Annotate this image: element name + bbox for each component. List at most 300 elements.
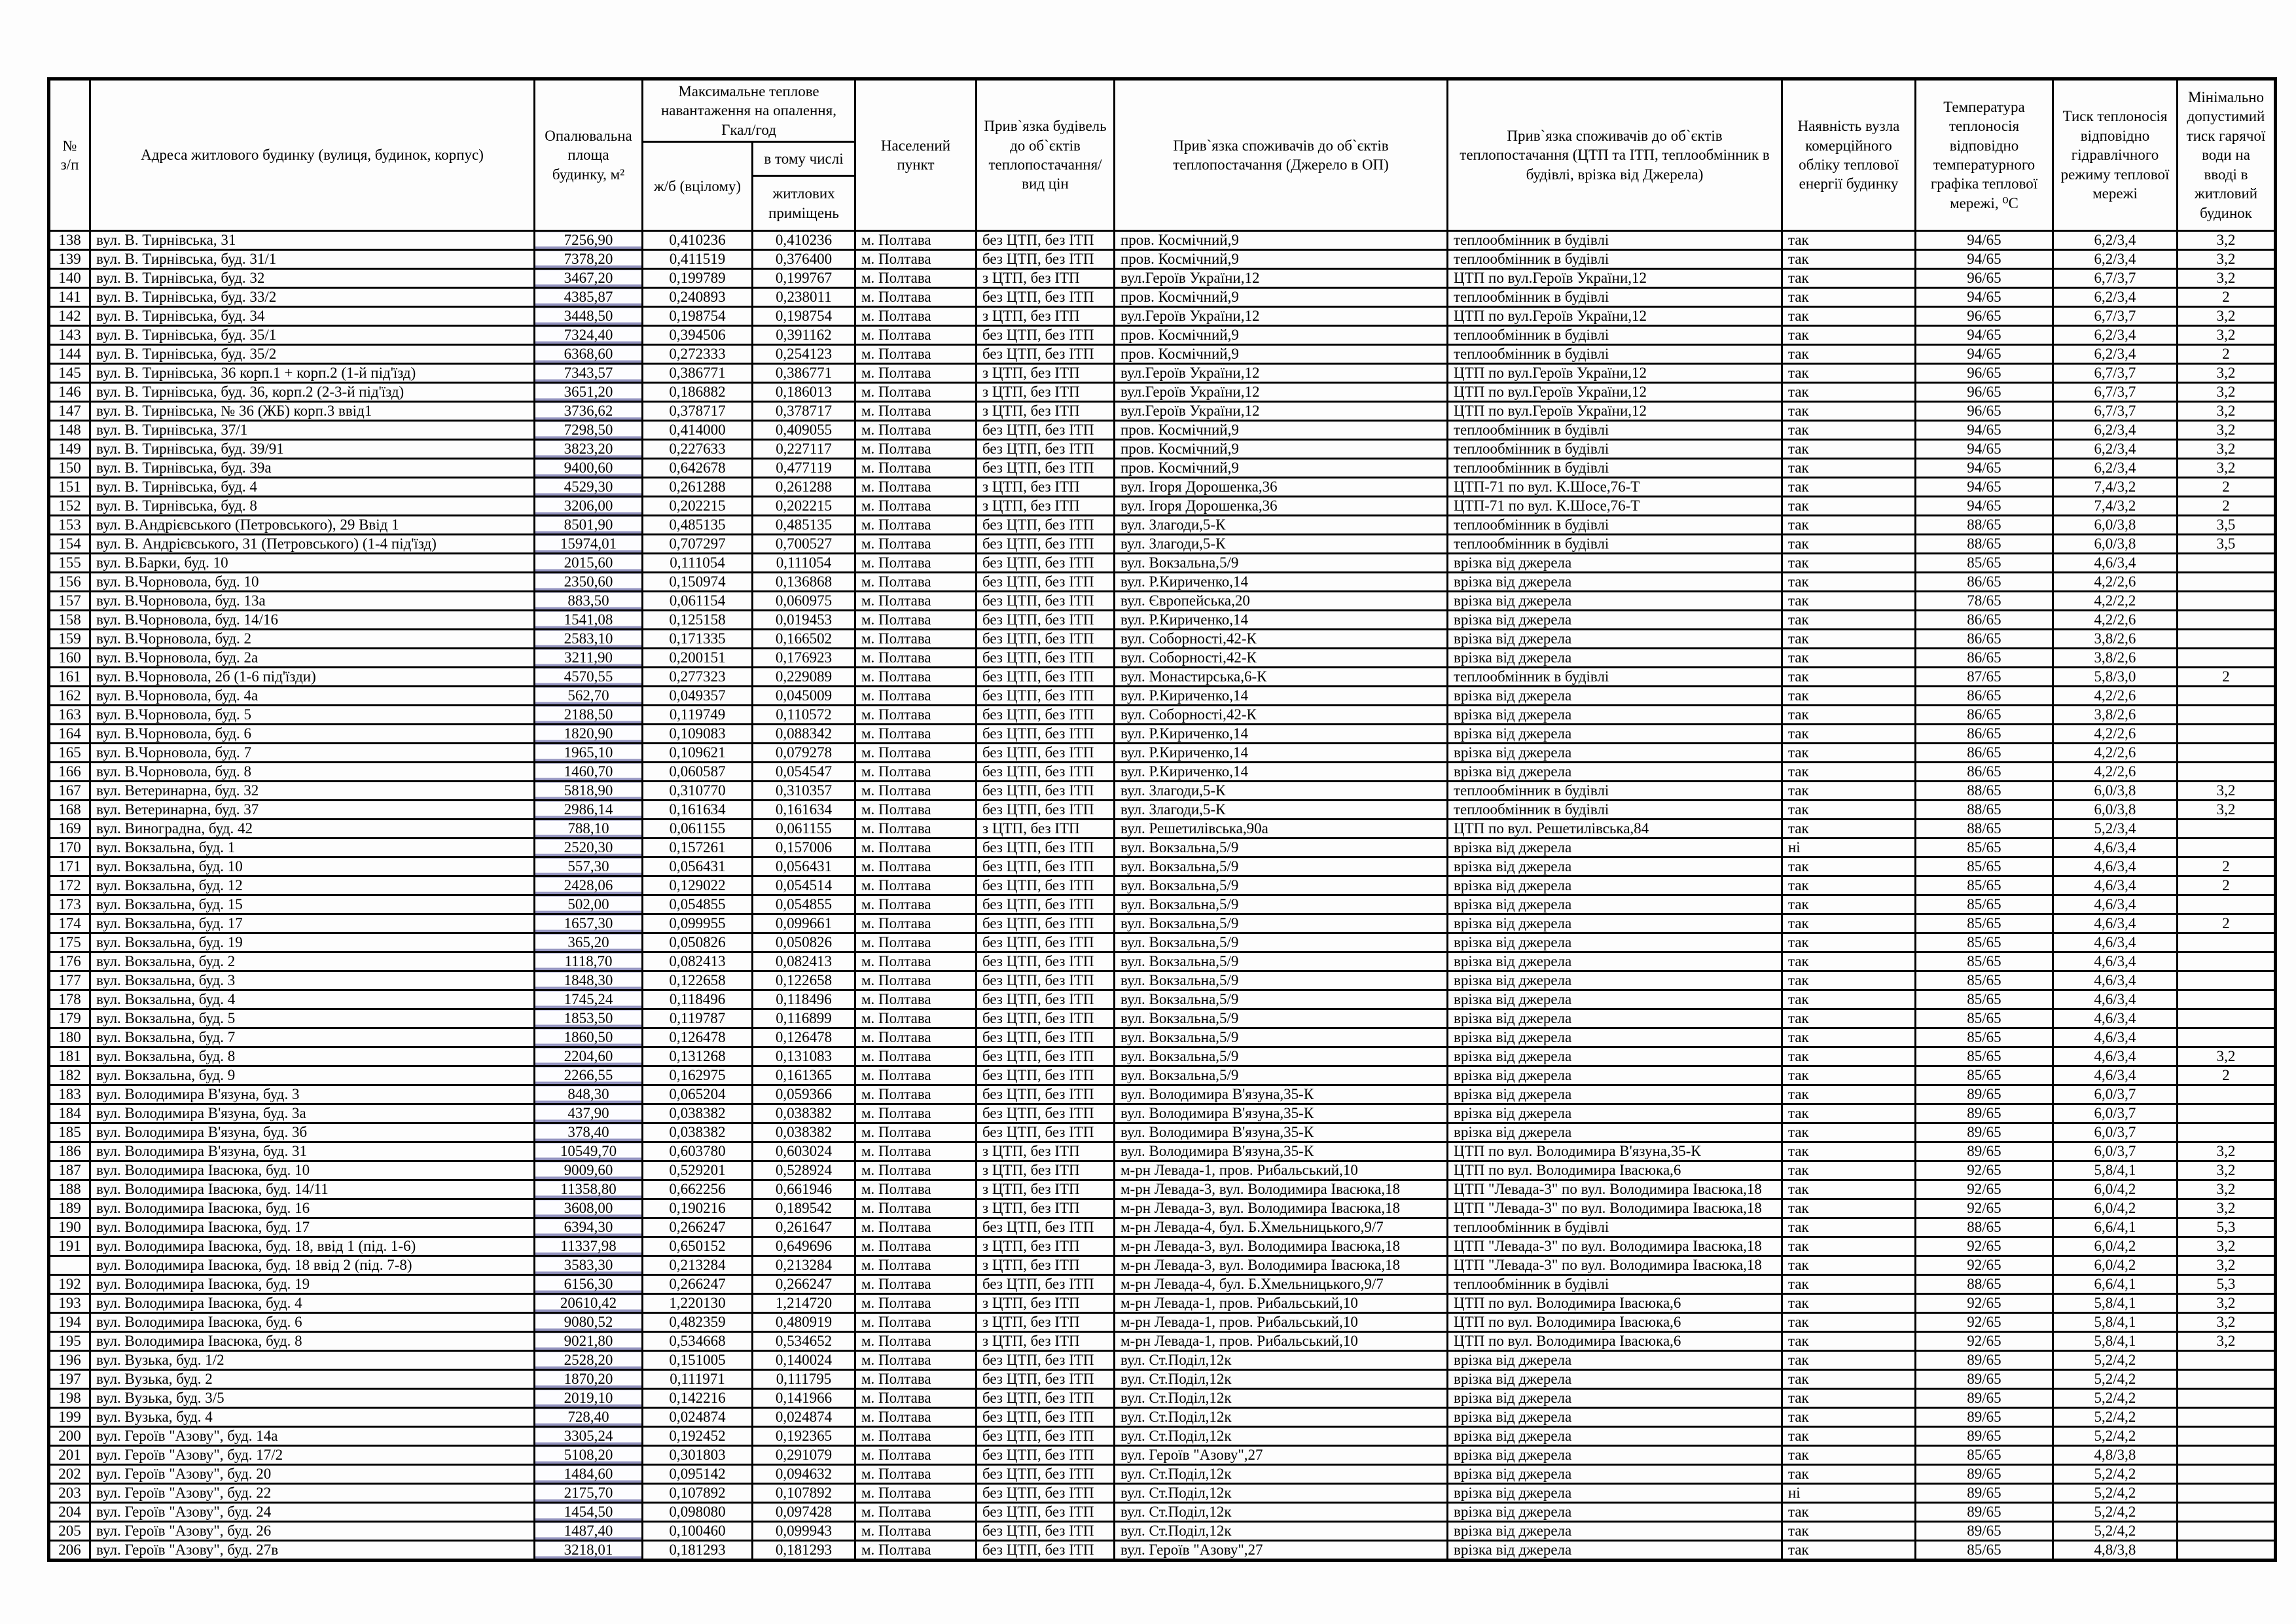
cell-load-total: 0,129022 <box>643 876 753 895</box>
cell-meter-unit: так <box>1782 1104 1916 1123</box>
cell-load-total: 0,126478 <box>643 1028 753 1047</box>
cell-min-pressure: 3,2 <box>2178 1313 2276 1332</box>
table-row <box>49 288 2276 307</box>
header-num: № з/п <box>49 79 90 231</box>
cell-min-pressure: 3,2 <box>2178 421 2276 440</box>
cell-address: вул. В. Тирнівська, буд. 31/1 <box>90 250 535 269</box>
cell-pressure: 6,0/3,8 <box>2053 516 2178 535</box>
cell-source: вул. Злагоди,5-К <box>1115 516 1448 535</box>
cell-address: вул. Вокзальна, буд. 7 <box>90 1028 535 1047</box>
cell-min-pressure <box>2178 952 2276 971</box>
cell-source: пров. Космічний,9 <box>1115 250 1448 269</box>
cell-city: м. Полтава <box>855 990 977 1009</box>
cell-ctp: врізка від джерела <box>1448 1009 1782 1028</box>
header-temperature: Температура теплоносія відповідно температурного графіка теплової мережі, ⁰С <box>1916 79 2053 231</box>
cell-temperature: 94/65 <box>1916 345 2053 364</box>
cell-load-residential: 0,229089 <box>753 668 855 687</box>
cell-ctp: врізка від джерела <box>1448 763 1782 782</box>
cell-connection-type: без ЦТП, без ІТП <box>977 1009 1115 1028</box>
cell-source: вул.Героїв України,12 <box>1115 383 1448 402</box>
cell-area: 6156,30 <box>535 1275 643 1294</box>
cell-num: 203 <box>49 1484 90 1503</box>
cell-pressure: 4,6/3,4 <box>2053 839 2178 857</box>
cell-ctp: теплообмінник в будівлі <box>1448 231 1782 250</box>
cell-city: м. Полтава <box>855 687 977 706</box>
cell-city: м. Полтава <box>855 630 977 649</box>
cell-min-pressure <box>2178 744 2276 763</box>
cell-min-pressure <box>2178 820 2276 839</box>
table-row <box>49 1503 2276 1522</box>
cell-ctp: врізка від джерела <box>1448 895 1782 914</box>
cell-meter-unit: так <box>1782 573 1916 592</box>
cell-min-pressure <box>2178 1408 2276 1427</box>
cell-city: м. Полтава <box>855 440 977 459</box>
cell-num: 166 <box>49 763 90 782</box>
cell-temperature: 89/65 <box>1916 1142 2053 1161</box>
cell-num: 156 <box>49 573 90 592</box>
cell-temperature: 85/65 <box>1916 1541 2053 1561</box>
header-including: в тому числі <box>753 142 855 176</box>
cell-area: 8501,90 <box>535 516 643 535</box>
cell-area: 4570,55 <box>535 668 643 687</box>
cell-load-residential: 0,199767 <box>753 269 855 288</box>
cell-num: 141 <box>49 288 90 307</box>
cell-num: 202 <box>49 1465 90 1484</box>
cell-num: 191 <box>49 1237 90 1256</box>
cell-num: 184 <box>49 1104 90 1123</box>
cell-area: 1745,24 <box>535 990 643 1009</box>
cell-ctp: теплообмінник в будівлі <box>1448 668 1782 687</box>
cell-pressure: 5,2/4,2 <box>2053 1370 2178 1389</box>
cell-address: вул. Вокзальна, буд. 1 <box>90 839 535 857</box>
cell-meter-unit: так <box>1782 801 1916 820</box>
cell-pressure: 6,0/3,7 <box>2053 1085 2178 1104</box>
cell-num: 164 <box>49 725 90 744</box>
cell-ctp: врізка від джерела <box>1448 725 1782 744</box>
cell-pressure: 5,8/4,1 <box>2053 1332 2178 1351</box>
table-row <box>49 383 2276 402</box>
cell-load-residential: 0,261647 <box>753 1218 855 1237</box>
table-row <box>49 1066 2276 1085</box>
cell-temperature: 86/65 <box>1916 706 2053 725</box>
table-row <box>49 668 2276 687</box>
cell-pressure: 4,2/2,6 <box>2053 763 2178 782</box>
cell-address: вул. Володимира Івасюка, буд. 16 <box>90 1199 535 1218</box>
cell-city: м. Полтава <box>855 1123 977 1142</box>
cell-source: вул. Р.Кириченко,14 <box>1115 687 1448 706</box>
cell-meter-unit: так <box>1782 1332 1916 1351</box>
cell-ctp: теплообмінник в будівлі <box>1448 345 1782 364</box>
table-row <box>49 801 2276 820</box>
cell-min-pressure: 3,2 <box>2178 364 2276 383</box>
cell-load-total: 0,181293 <box>643 1541 753 1561</box>
header-max-load-group: Максимальне теплове навантаження на опалення, Гкал/год <box>643 79 855 142</box>
cell-ctp: врізка від джерела <box>1448 1066 1782 1085</box>
cell-load-residential: 0,202215 <box>753 497 855 516</box>
cell-city: м. Полтава <box>855 895 977 914</box>
cell-num: 163 <box>49 706 90 725</box>
cell-load-total: 0,119787 <box>643 1009 753 1028</box>
cell-address: вул. В.Чорновола, 2б (1-6 під'їзди) <box>90 668 535 687</box>
cell-pressure: 6,7/3,7 <box>2053 383 2178 402</box>
cell-load-total: 0,162975 <box>643 1066 753 1085</box>
cell-temperature: 86/65 <box>1916 744 2053 763</box>
cell-load-total: 1,220130 <box>643 1294 753 1313</box>
cell-ctp: ЦТП по вул. Володимира Івасюка,6 <box>1448 1332 1782 1351</box>
cell-city: м. Полтава <box>855 269 977 288</box>
cell-num: 154 <box>49 535 90 554</box>
cell-address: вул. Володимира Івасюка, буд. 17 <box>90 1218 535 1237</box>
cell-area: 7324,40 <box>535 326 643 345</box>
cell-load-total: 0,310770 <box>643 782 753 801</box>
cell-load-residential: 0,061155 <box>753 820 855 839</box>
cell-address: вул. Вокзальна, буд. 8 <box>90 1047 535 1066</box>
cell-ctp: ЦТП по вул. Володимира Івасюка,6 <box>1448 1313 1782 1332</box>
cell-address: вул. Вокзальна, буд. 2 <box>90 952 535 971</box>
cell-city: м. Полтава <box>855 1256 977 1275</box>
cell-connection-type: без ЦТП, без ІТП <box>977 535 1115 554</box>
cell-address: вул. В. Тирнівська, буд. 8 <box>90 497 535 516</box>
cell-city: м. Полтава <box>855 1047 977 1066</box>
cell-min-pressure: 2 <box>2178 478 2276 497</box>
cell-connection-type: без ЦТП, без ІТП <box>977 895 1115 914</box>
cell-ctp: врізка від джерела <box>1448 1123 1782 1142</box>
cell-ctp: врізка від джерела <box>1448 857 1782 876</box>
cell-load-total: 0,213284 <box>643 1256 753 1275</box>
cell-ctp: врізка від джерела <box>1448 914 1782 933</box>
cell-address: вул. В. Тирнівська, буд. 34 <box>90 307 535 326</box>
cell-temperature: 92/65 <box>1916 1313 2053 1332</box>
cell-load-total: 0,386771 <box>643 364 753 383</box>
cell-load-total: 0,202215 <box>643 497 753 516</box>
cell-connection-type: без ЦТП, без ІТП <box>977 744 1115 763</box>
cell-load-residential: 0,161365 <box>753 1066 855 1085</box>
cell-source: вул. Вокзальна,5/9 <box>1115 839 1448 857</box>
header-city: Населений пункт <box>855 79 977 231</box>
table-row <box>49 1446 2276 1465</box>
cell-address: вул. В. Тирнівська, 37/1 <box>90 421 535 440</box>
cell-temperature: 92/65 <box>1916 1256 2053 1275</box>
cell-ctp: врізка від джерела <box>1448 573 1782 592</box>
cell-meter-unit: так <box>1782 971 1916 990</box>
cell-source: пров. Космічний,9 <box>1115 231 1448 250</box>
cell-source: вул. Володимира В'язуна,35-К <box>1115 1085 1448 1104</box>
cell-ctp: врізка від джерела <box>1448 630 1782 649</box>
cell-temperature: 92/65 <box>1916 1161 2053 1180</box>
cell-ctp: врізка від джерела <box>1448 1503 1782 1522</box>
cell-city: м. Полтава <box>855 1465 977 1484</box>
cell-load-residential: 0,291079 <box>753 1446 855 1465</box>
cell-meter-unit: так <box>1782 895 1916 914</box>
cell-load-total: 0,410236 <box>643 231 753 250</box>
table-row <box>49 1104 2276 1123</box>
cell-area: 3305,24 <box>535 1427 643 1446</box>
table-row <box>49 1142 2276 1161</box>
cell-ctp: ЦТП по вул. Володимира Івасюка,6 <box>1448 1161 1782 1180</box>
cell-load-residential: 0,161634 <box>753 801 855 820</box>
cell-load-total: 0,107892 <box>643 1484 753 1503</box>
cell-source: вул.Героїв України,12 <box>1115 364 1448 383</box>
cell-source: вул. Героїв "Азову",27 <box>1115 1541 1448 1561</box>
cell-connection-type: без ЦТП, без ІТП <box>977 1541 1115 1561</box>
table-row <box>49 364 2276 383</box>
cell-load-residential: 0,118496 <box>753 990 855 1009</box>
cell-ctp: теплообмінник в будівлі <box>1448 459 1782 478</box>
cell-city: м. Полтава <box>855 839 977 857</box>
cell-ctp: врізка від джерела <box>1448 1085 1782 1104</box>
cell-num: 146 <box>49 383 90 402</box>
cell-meter-unit: так <box>1782 1294 1916 1313</box>
cell-meter-unit: так <box>1782 1408 1916 1427</box>
cell-meter-unit: так <box>1782 231 1916 250</box>
cell-city: м. Полтава <box>855 535 977 554</box>
cell-source: вул. Ст.Поділ,12к <box>1115 1465 1448 1484</box>
cell-connection-type: без ЦТП, без ІТП <box>977 725 1115 744</box>
table-row <box>49 402 2276 421</box>
cell-address: вул. Володимира Івасюка, буд. 6 <box>90 1313 535 1332</box>
cell-min-pressure: 3,2 <box>2178 326 2276 345</box>
cell-meter-unit: так <box>1782 914 1916 933</box>
cell-load-total: 0,650152 <box>643 1237 753 1256</box>
cell-meter-unit: так <box>1782 1313 1916 1332</box>
cell-ctp: теплообмінник в будівлі <box>1448 801 1782 820</box>
cell-city: м. Полтава <box>855 516 977 535</box>
cell-ctp: врізка від джерела <box>1448 1104 1782 1123</box>
cell-area: 3583,30 <box>535 1256 643 1275</box>
cell-area: 3736,62 <box>535 402 643 421</box>
cell-pressure: 4,2/2,6 <box>2053 573 2178 592</box>
cell-min-pressure <box>2178 706 2276 725</box>
cell-temperature: 88/65 <box>1916 516 2053 535</box>
cell-meter-unit: так <box>1782 687 1916 706</box>
cell-temperature: 92/65 <box>1916 1332 2053 1351</box>
cell-load-residential: 0,056431 <box>753 857 855 876</box>
cell-ctp: врізка від джерела <box>1448 611 1782 630</box>
cell-pressure: 5,2/4,2 <box>2053 1389 2178 1408</box>
cell-pressure: 4,6/3,4 <box>2053 1047 2178 1066</box>
table-row <box>49 1009 2276 1028</box>
cell-pressure: 4,6/3,4 <box>2053 1028 2178 1047</box>
cell-min-pressure <box>2178 1541 2276 1561</box>
cell-min-pressure: 3,5 <box>2178 535 2276 554</box>
cell-load-residential: 0,157006 <box>753 839 855 857</box>
cell-num: 159 <box>49 630 90 649</box>
cell-address: вул. В.Чорновола, буд. 4а <box>90 687 535 706</box>
cell-num <box>49 1256 90 1275</box>
cell-num: 196 <box>49 1351 90 1370</box>
cell-min-pressure <box>2178 1028 2276 1047</box>
cell-area: 5818,90 <box>535 782 643 801</box>
cell-address: вул. Вокзальна, буд. 12 <box>90 876 535 895</box>
cell-temperature: 92/65 <box>1916 1294 2053 1313</box>
cell-meter-unit: так <box>1782 1218 1916 1237</box>
header-area: Опалювальна площа будинку, м² <box>535 79 643 231</box>
cell-source: вул.Героїв України,12 <box>1115 307 1448 326</box>
cell-connection-type: без ЦТП, без ІТП <box>977 459 1115 478</box>
cell-min-pressure <box>2178 1465 2276 1484</box>
cell-connection-type: з ЦТП, без ІТП <box>977 402 1115 421</box>
cell-area: 2019,10 <box>535 1389 643 1408</box>
cell-connection-type: з ЦТП, без ІТП <box>977 364 1115 383</box>
cell-load-total: 0,109083 <box>643 725 753 744</box>
cell-load-total: 0,662256 <box>643 1180 753 1199</box>
table-row <box>49 1522 2276 1541</box>
cell-load-residential: 0,254123 <box>753 345 855 364</box>
cell-city: м. Полтава <box>855 1541 977 1561</box>
cell-city: м. Полтава <box>855 1066 977 1085</box>
cell-load-total: 0,024874 <box>643 1408 753 1427</box>
cell-num: 148 <box>49 421 90 440</box>
cell-connection-type: без ЦТП, без ІТП <box>977 1218 1115 1237</box>
table-row <box>49 1123 2276 1142</box>
cell-load-residential: 0,700527 <box>753 535 855 554</box>
cell-ctp: врізка від джерела <box>1448 1408 1782 1427</box>
cell-city: м. Полтава <box>855 1104 977 1123</box>
cell-source: вул. Ігоря Дорошенка,36 <box>1115 478 1448 497</box>
cell-ctp: ЦТП-71 по вул. К.Шосе,76-Т <box>1448 478 1782 497</box>
cell-source: вул. Ст.Поділ,12к <box>1115 1351 1448 1370</box>
cell-num: 186 <box>49 1142 90 1161</box>
cell-area: 11337,98 <box>535 1237 643 1256</box>
cell-min-pressure <box>2178 1351 2276 1370</box>
cell-temperature: 89/65 <box>1916 1104 2053 1123</box>
table-row <box>49 971 2276 990</box>
cell-num: 151 <box>49 478 90 497</box>
cell-meter-unit: так <box>1782 744 1916 763</box>
cell-pressure: 5,8/3,0 <box>2053 668 2178 687</box>
cell-address: вул. Вокзальна, буд. 5 <box>90 1009 535 1028</box>
table-row <box>49 857 2276 876</box>
cell-meter-unit: так <box>1782 554 1916 573</box>
cell-load-total: 0,065204 <box>643 1085 753 1104</box>
table-row <box>49 990 2276 1009</box>
cell-min-pressure: 3,2 <box>2178 1237 2276 1256</box>
cell-pressure: 6,2/3,4 <box>2053 459 2178 478</box>
cell-num: 190 <box>49 1218 90 1237</box>
cell-num: 176 <box>49 952 90 971</box>
cell-meter-unit: так <box>1782 1503 1916 1522</box>
cell-connection-type: без ЦТП, без ІТП <box>977 1104 1115 1123</box>
cell-ctp: теплообмінник в будівлі <box>1448 326 1782 345</box>
cell-num: 199 <box>49 1408 90 1427</box>
cell-ctp: ЦТП по вул. Решетилівська,84 <box>1448 820 1782 839</box>
cell-ctp: врізка від джерела <box>1448 1522 1782 1541</box>
cell-pressure: 5,2/4,2 <box>2053 1484 2178 1503</box>
cell-ctp: ЦТП по вул.Героїв України,12 <box>1448 269 1782 288</box>
cell-temperature: 94/65 <box>1916 250 2053 269</box>
cell-load-residential: 0,111795 <box>753 1370 855 1389</box>
table-row <box>49 895 2276 914</box>
cell-connection-type: без ЦТП, без ІТП <box>977 1351 1115 1370</box>
cell-pressure: 4,6/3,4 <box>2053 857 2178 876</box>
cell-min-pressure <box>2178 1389 2276 1408</box>
cell-load-total: 0,111971 <box>643 1370 753 1389</box>
cell-load-total: 0,125158 <box>643 611 753 630</box>
cell-load-total: 0,266247 <box>643 1275 753 1294</box>
cell-connection-type: без ЦТП, без ІТП <box>977 649 1115 668</box>
cell-ctp: врізка від джерела <box>1448 1351 1782 1370</box>
cell-area: 2350,60 <box>535 573 643 592</box>
cell-load-total: 0,485135 <box>643 516 753 535</box>
cell-ctp: врізка від джерела <box>1448 592 1782 611</box>
cell-pressure: 6,0/4,2 <box>2053 1180 2178 1199</box>
cell-source: вул. Вокзальна,5/9 <box>1115 1028 1448 1047</box>
cell-pressure: 6,2/3,4 <box>2053 231 2178 250</box>
cell-min-pressure: 3,2 <box>2178 1199 2276 1218</box>
cell-temperature: 88/65 <box>1916 801 2053 820</box>
cell-source: м-рн Левада-1, пров. Рибальський,10 <box>1115 1161 1448 1180</box>
cell-pressure: 4,6/3,4 <box>2053 876 2178 895</box>
cell-city: м. Полтава <box>855 1370 977 1389</box>
cell-source: пров. Космічний,9 <box>1115 459 1448 478</box>
cell-min-pressure: 3,2 <box>2178 1142 2276 1161</box>
cell-load-total: 0,707297 <box>643 535 753 554</box>
cell-load-residential: 0,024874 <box>753 1408 855 1427</box>
cell-connection-type: без ЦТП, без ІТП <box>977 1370 1115 1389</box>
cell-min-pressure <box>2178 611 2276 630</box>
cell-load-residential: 0,088342 <box>753 725 855 744</box>
cell-temperature: 85/65 <box>1916 1009 2053 1028</box>
cell-pressure: 5,2/4,2 <box>2053 1351 2178 1370</box>
cell-area: 3448,50 <box>535 307 643 326</box>
cell-load-residential: 0,485135 <box>753 516 855 535</box>
cell-pressure: 6,7/3,7 <box>2053 364 2178 383</box>
cell-load-total: 0,266247 <box>643 1218 753 1237</box>
cell-load-residential: 0,166502 <box>753 630 855 649</box>
cell-area: 3608,00 <box>535 1199 643 1218</box>
cell-min-pressure <box>2178 1484 2276 1503</box>
cell-load-residential: 0,082413 <box>753 952 855 971</box>
cell-area: 3823,20 <box>535 440 643 459</box>
cell-area: 9009,60 <box>535 1161 643 1180</box>
cell-meter-unit: так <box>1782 706 1916 725</box>
table-row <box>49 876 2276 895</box>
cell-city: м. Полтава <box>855 782 977 801</box>
cell-load-total: 0,277323 <box>643 668 753 687</box>
table-row <box>49 630 2276 649</box>
cell-city: м. Полтава <box>855 1028 977 1047</box>
cell-num: 179 <box>49 1009 90 1028</box>
cell-city: м. Полтава <box>855 364 977 383</box>
cell-connection-type: без ЦТП, без ІТП <box>977 782 1115 801</box>
cell-meter-unit: ні <box>1782 839 1916 857</box>
cell-num: 149 <box>49 440 90 459</box>
cell-load-total: 0,100460 <box>643 1522 753 1541</box>
cell-load-total: 0,157261 <box>643 839 753 857</box>
cell-meter-unit: так <box>1782 1180 1916 1199</box>
cell-city: м. Полтава <box>855 1199 977 1218</box>
cell-city: м. Полтава <box>855 1503 977 1522</box>
cell-temperature: 85/65 <box>1916 990 2053 1009</box>
cell-city: м. Полтава <box>855 459 977 478</box>
cell-load-total: 0,061155 <box>643 820 753 839</box>
cell-num: 175 <box>49 933 90 952</box>
cell-address: вул. В. Андрієвського, 31 (Петровського) (1-4 під'їзд) <box>90 535 535 554</box>
cell-address: вул. В.Чорновола, буд. 5 <box>90 706 535 725</box>
cell-city: м. Полтава <box>855 345 977 364</box>
cell-num: 167 <box>49 782 90 801</box>
cell-meter-unit: ні <box>1782 1484 1916 1503</box>
cell-load-residential: 0,378717 <box>753 402 855 421</box>
cell-address: вул. Вокзальна, буд. 10 <box>90 857 535 876</box>
cell-min-pressure: 3,2 <box>2178 459 2276 478</box>
cell-temperature: 86/65 <box>1916 630 2053 649</box>
cell-temperature: 85/65 <box>1916 839 2053 857</box>
table-row <box>49 820 2276 839</box>
cell-min-pressure <box>2178 592 2276 611</box>
cell-connection-type: без ЦТП, без ІТП <box>977 1275 1115 1294</box>
cell-num: 206 <box>49 1541 90 1561</box>
